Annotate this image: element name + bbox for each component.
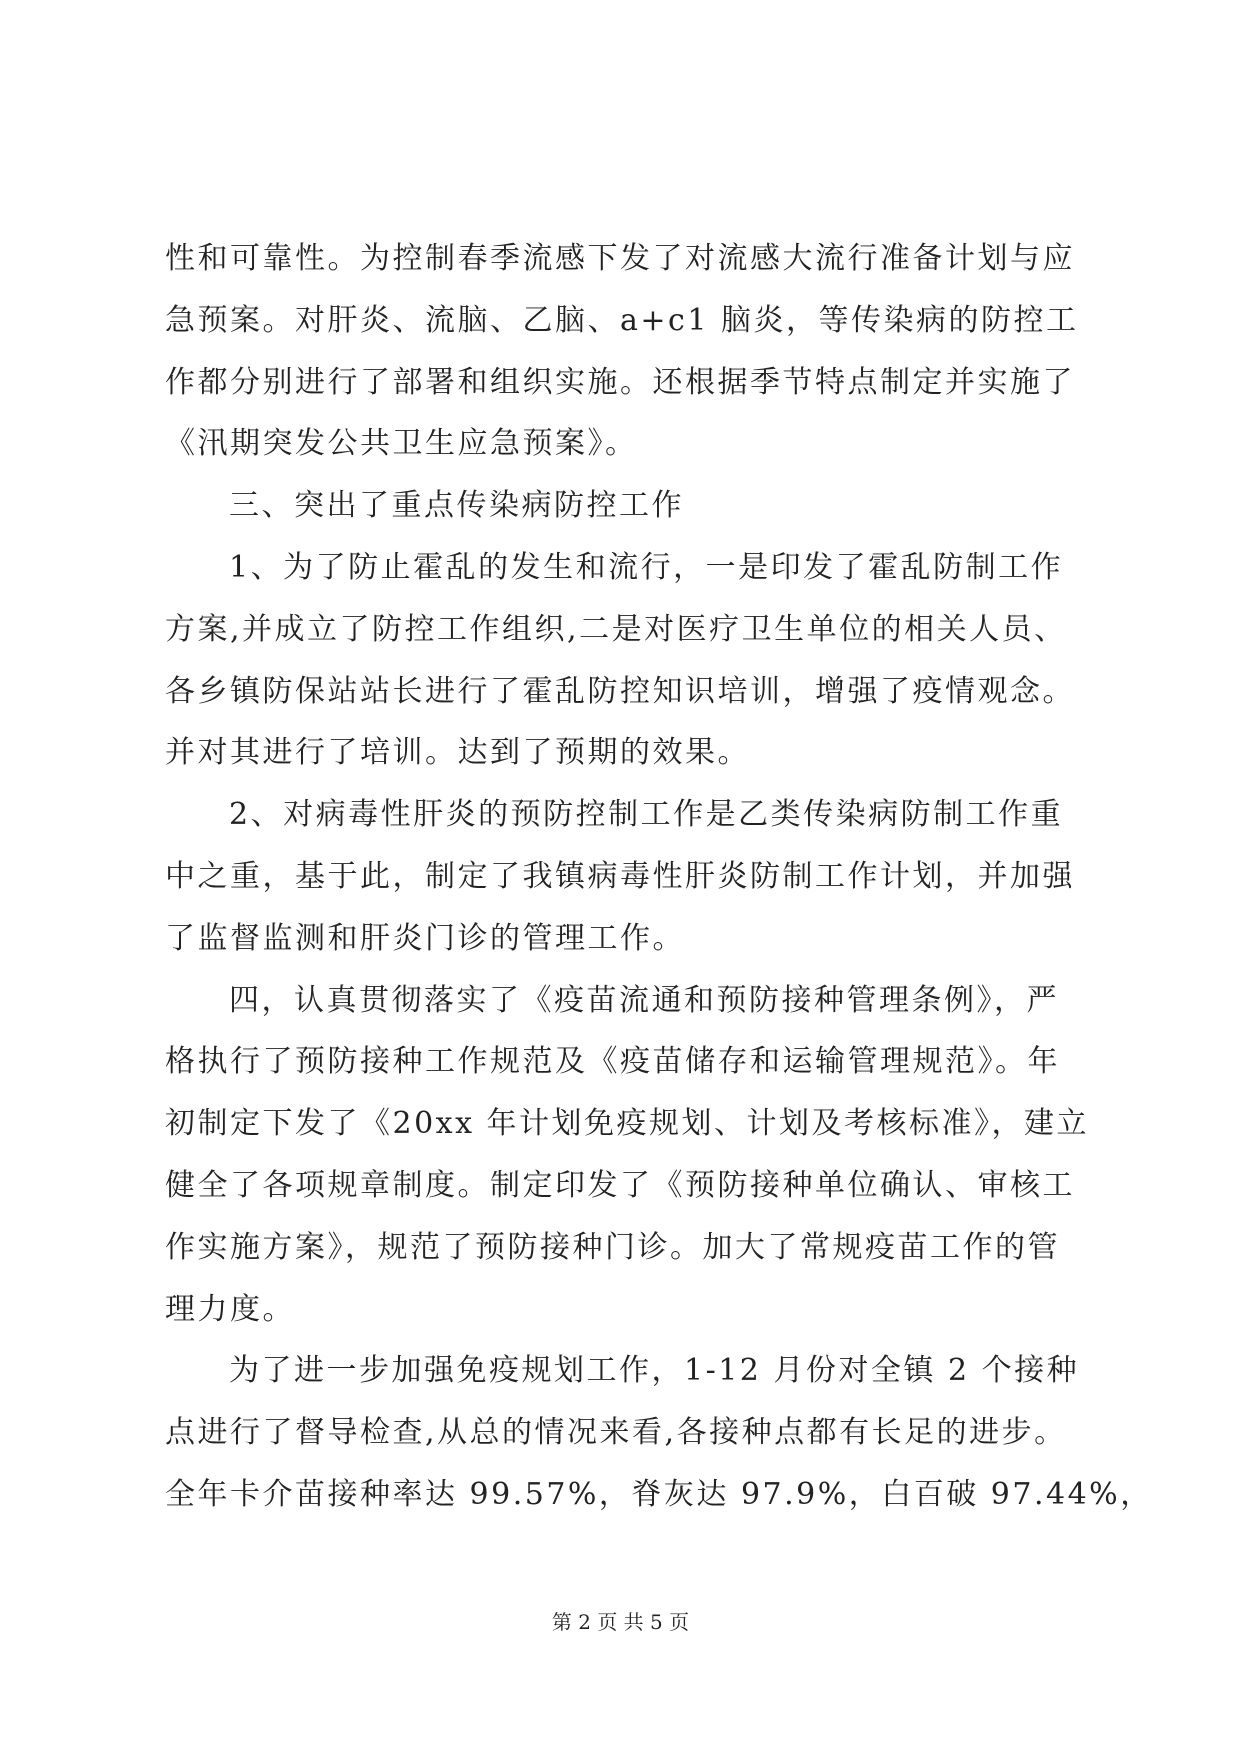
- text-line: 1、为了防止霍乱的发生和流行，一是印发了霍乱防制工作: [229, 549, 1064, 585]
- text-line: 各乡镇防保站站长进行了霍乱防控知识培训，增强了疫情观念。: [165, 673, 1075, 709]
- text-line: 作实施方案》，规范了预防接种门诊。加大了常规疫苗工作的管: [165, 1229, 1060, 1265]
- text-line: 2、对病毒性肝炎的预防控制工作是乙类传染病防制工作重: [229, 797, 1064, 833]
- text-line: 全年卡介苗接种率达 99.57%，脊灰达 97.9%，白百破 97.44%，: [165, 1476, 1153, 1512]
- text-line: 格执行了预防接种工作规范及《疫苗储存和运输管理规范》。年: [165, 1044, 1060, 1080]
- text-line: 方案,并成立了防控工作组织,二是对医疗卫生单位的相关人员、: [165, 611, 1067, 647]
- text-line: 并对其进行了培训。达到了预期的效果。: [165, 735, 750, 771]
- text-line: 健全了各项规章制度。制定印发了《预防接种单位确认、审核工: [165, 1167, 1075, 1203]
- text-line: 了监督监测和肝炎门诊的管理工作。: [165, 920, 685, 956]
- text-line: 《汛期突发公共卫生应急预案》。: [165, 426, 638, 462]
- text-line: 性和可靠性。为控制春季流感下发了对流感大流行准备计划与应: [165, 241, 1075, 276]
- text-line: 四，认真贯彻落实了《疫苗流通和预防接种管理条例》，严: [229, 982, 1059, 1018]
- section-heading: 三、突出了重点传染病防控工作: [229, 488, 684, 524]
- text-line: 作都分别进行了部署和组织实施。还根据季节特点制定并实施了: [165, 364, 1075, 400]
- text-line: 中之重，基于此，制定了我镇病毒性肝炎防制工作计划，并加强: [165, 858, 1075, 894]
- text-line: 点进行了督导检查,从总的情况来看,各接种点都有长足的进步。: [165, 1415, 1067, 1451]
- document-body: [165, 228, 1153, 1526]
- text-line: 初制定下发了《20xx 年计划免疫规划、计划及考核标准》，建立: [165, 1106, 1090, 1142]
- page-number-footer: 第 2 页 共 5 页: [551, 1610, 690, 1634]
- text-line: 急预案。对肝炎、流脑、乙脑、a+c1 脑炎，等传染病的防控工: [165, 302, 1079, 338]
- text-line: 理力度。: [165, 1291, 295, 1327]
- text-line: 为了进一步加强免疫规划工作，1-12 月份对全镇 2 个接种: [229, 1353, 1080, 1389]
